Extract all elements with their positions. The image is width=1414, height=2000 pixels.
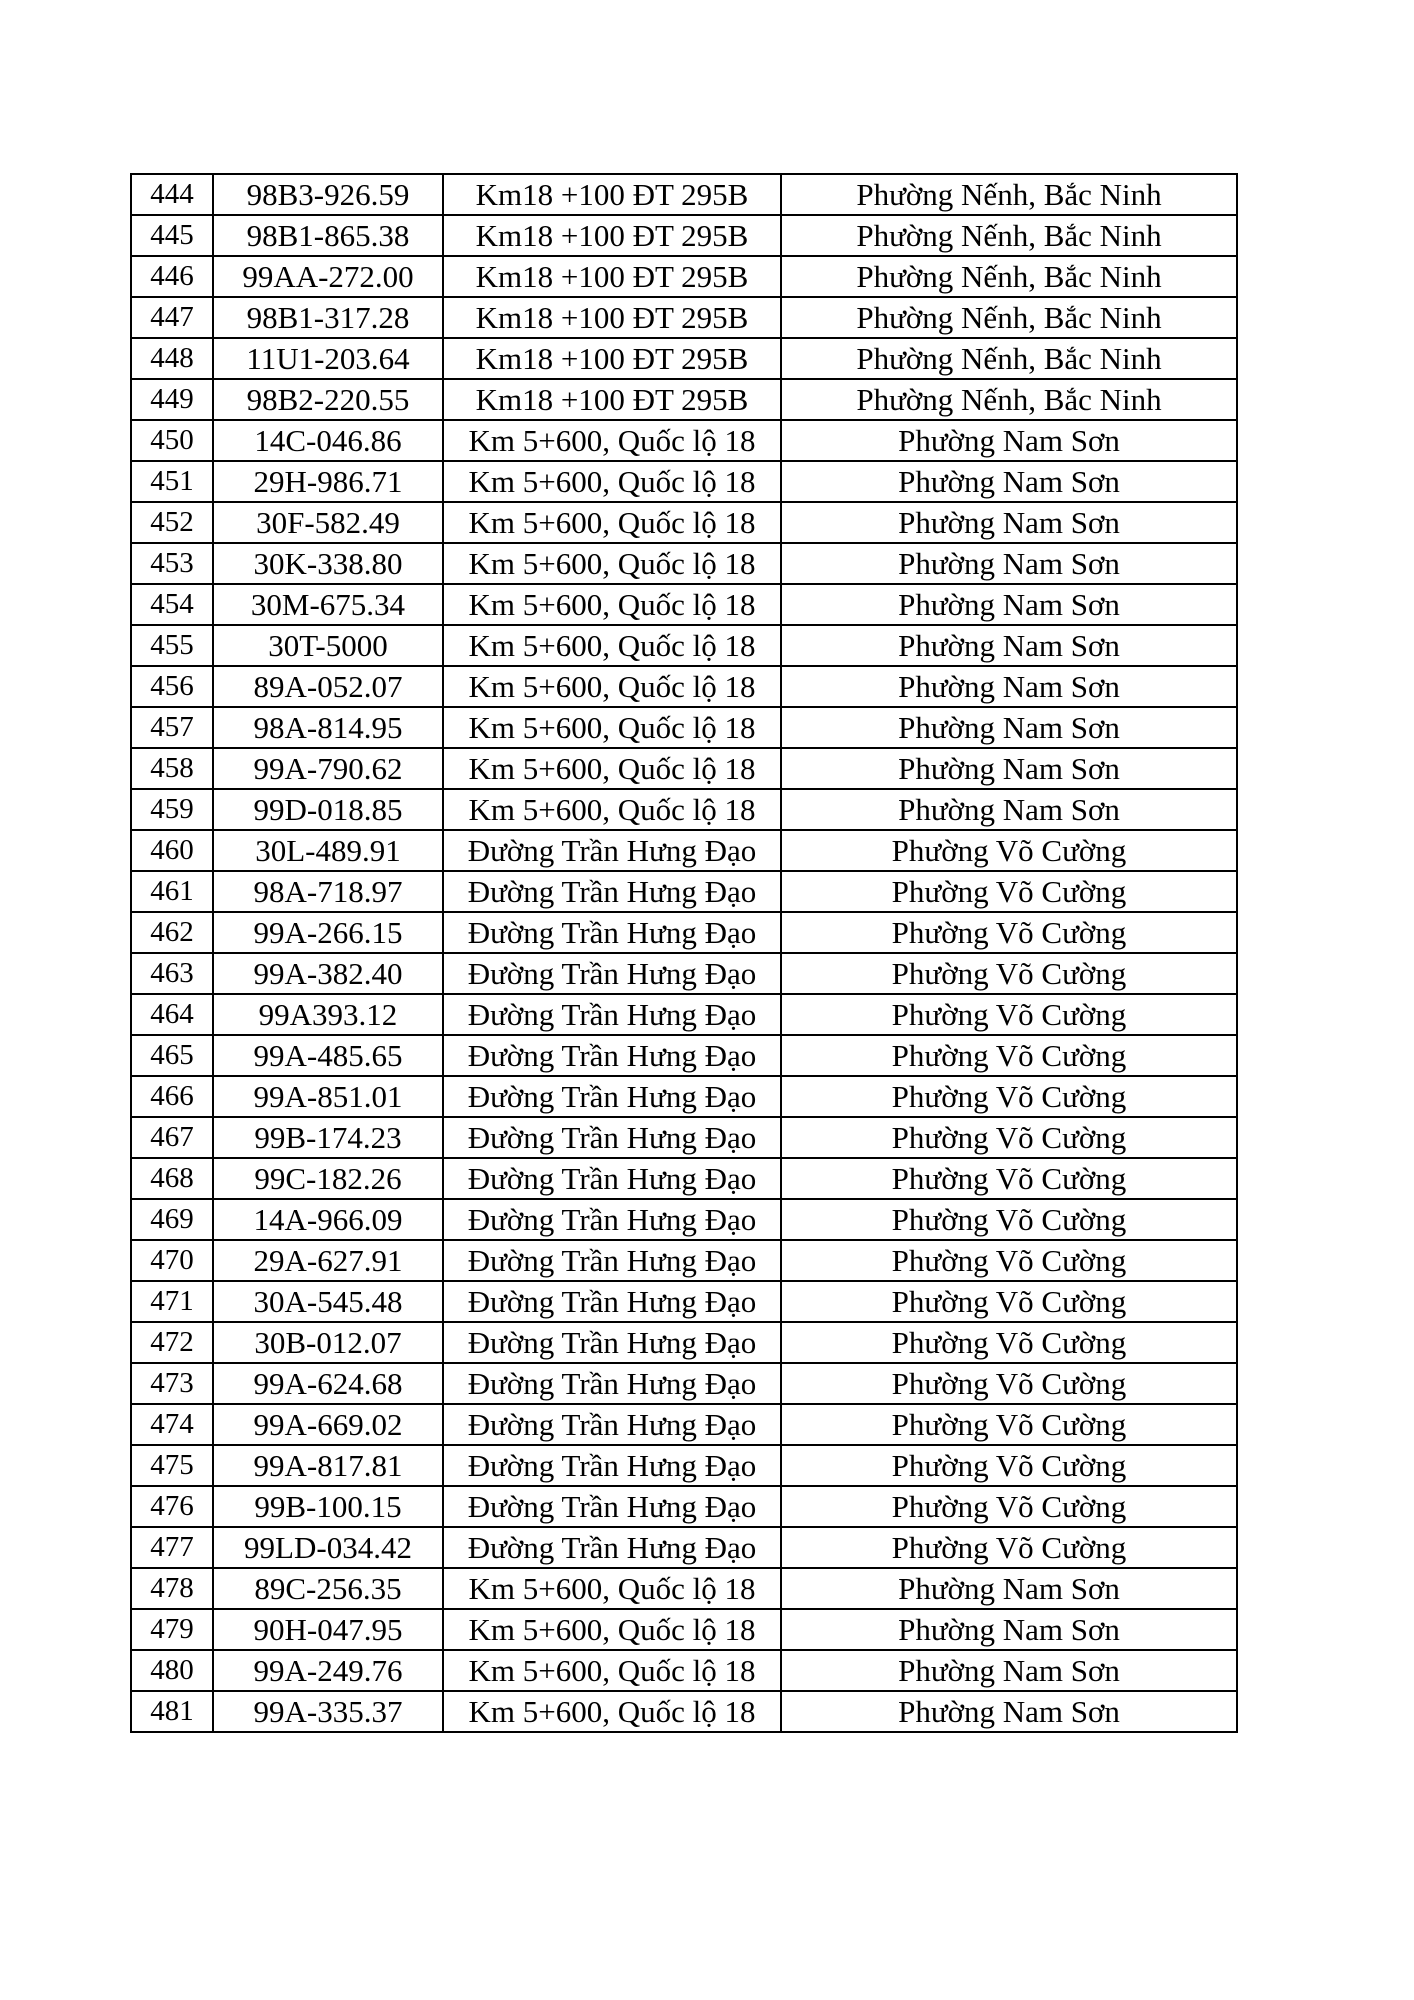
license-plate-cell: 89C-256.35 (213, 1568, 443, 1609)
license-plate-cell: 99A-851.01 (213, 1076, 443, 1117)
table-row (131, 502, 1237, 543)
license-plate-cell: 98B2-220.55 (213, 379, 443, 420)
row-number-cell: 467 (131, 1117, 213, 1158)
license-plate-cell: 30M-675.34 (213, 584, 443, 625)
table-row (131, 707, 1237, 748)
ward-cell: Phường Võ Cường (781, 994, 1237, 1035)
row-number-cell: 469 (131, 1199, 213, 1240)
ward-cell: Phường Võ Cường (781, 1281, 1237, 1322)
table-row (131, 953, 1237, 994)
row-number-cell: 457 (131, 707, 213, 748)
license-plate-cell: 99B-100.15 (213, 1486, 443, 1527)
license-plate-cell: 14A-966.09 (213, 1199, 443, 1240)
license-plate-cell: 98A-718.97 (213, 871, 443, 912)
license-plate-cell: 30T-5000 (213, 625, 443, 666)
license-plate-cell: 99LD-034.42 (213, 1527, 443, 1568)
row-number-cell: 476 (131, 1486, 213, 1527)
row-number-cell: 475 (131, 1445, 213, 1486)
table-row (131, 1568, 1237, 1609)
ward-cell: Phường Nam Sơn (781, 1650, 1237, 1691)
violation-table (130, 173, 1238, 1733)
location-cell: Đường Trần Hưng Đạo (443, 871, 781, 912)
location-cell: Km 5+600, Quốc lộ 18 (443, 625, 781, 666)
license-plate-cell: 89A-052.07 (213, 666, 443, 707)
ward-cell: Phường Nam Sơn (781, 748, 1237, 789)
row-number-cell: 448 (131, 338, 213, 379)
row-number-cell: 449 (131, 379, 213, 420)
location-cell: Km18 +100 ĐT 295B (443, 256, 781, 297)
table-row (131, 420, 1237, 461)
location-cell: Đường Trần Hưng Đạo (443, 1158, 781, 1199)
table-row (131, 625, 1237, 666)
ward-cell: Phường Nam Sơn (781, 789, 1237, 830)
table-row (131, 1486, 1237, 1527)
license-plate-cell: 99AA-272.00 (213, 256, 443, 297)
license-plate-cell: 99A-485.65 (213, 1035, 443, 1076)
row-number-cell: 478 (131, 1568, 213, 1609)
license-plate-cell: 99A-335.37 (213, 1691, 443, 1732)
table-row (131, 1527, 1237, 1568)
ward-cell: Phường Võ Cường (781, 1035, 1237, 1076)
ward-cell: Phường Nam Sơn (781, 1609, 1237, 1650)
row-number-cell: 468 (131, 1158, 213, 1199)
license-plate-cell: 99A-382.40 (213, 953, 443, 994)
table-row (131, 830, 1237, 871)
row-number-cell: 455 (131, 625, 213, 666)
location-cell: Đường Trần Hưng Đạo (443, 953, 781, 994)
row-number-cell: 470 (131, 1240, 213, 1281)
row-number-cell: 450 (131, 420, 213, 461)
row-number-cell: 453 (131, 543, 213, 584)
table-row (131, 994, 1237, 1035)
row-number-cell: 446 (131, 256, 213, 297)
ward-cell: Phường Võ Cường (781, 1117, 1237, 1158)
location-cell: Km 5+600, Quốc lộ 18 (443, 707, 781, 748)
ward-cell: Phường Nếnh, Bắc Ninh (781, 297, 1237, 338)
row-number-cell: 452 (131, 502, 213, 543)
row-number-cell: 447 (131, 297, 213, 338)
location-cell: Km18 +100 ĐT 295B (443, 338, 781, 379)
location-cell: Đường Trần Hưng Đạo (443, 912, 781, 953)
ward-cell: Phường Nam Sơn (781, 1691, 1237, 1732)
location-cell: Km 5+600, Quốc lộ 18 (443, 666, 781, 707)
location-cell: Đường Trần Hưng Đạo (443, 1445, 781, 1486)
ward-cell: Phường Võ Cường (781, 1076, 1237, 1117)
table-row (131, 748, 1237, 789)
table-row (131, 1404, 1237, 1445)
ward-cell: Phường Nam Sơn (781, 707, 1237, 748)
license-plate-cell: 99A-790.62 (213, 748, 443, 789)
license-plate-cell: 98A-814.95 (213, 707, 443, 748)
license-plate-cell: 99A-817.81 (213, 1445, 443, 1486)
table-row (131, 1199, 1237, 1240)
table-row (131, 174, 1237, 215)
row-number-cell: 458 (131, 748, 213, 789)
ward-cell: Phường Nam Sơn (781, 420, 1237, 461)
location-cell: Đường Trần Hưng Đạo (443, 994, 781, 1035)
ward-cell: Phường Nam Sơn (781, 1568, 1237, 1609)
table-row (131, 543, 1237, 584)
ward-cell: Phường Nam Sơn (781, 502, 1237, 543)
table-row (131, 871, 1237, 912)
license-plate-cell: 98B1-865.38 (213, 215, 443, 256)
license-plate-cell: 99A-669.02 (213, 1404, 443, 1445)
row-number-cell: 477 (131, 1527, 213, 1568)
location-cell: Đường Trần Hưng Đạo (443, 1363, 781, 1404)
ward-cell: Phường Võ Cường (781, 1158, 1237, 1199)
location-cell: Đường Trần Hưng Đạo (443, 830, 781, 871)
row-number-cell: 459 (131, 789, 213, 830)
table-row (131, 1650, 1237, 1691)
row-number-cell: 460 (131, 830, 213, 871)
location-cell: Km 5+600, Quốc lộ 18 (443, 1568, 781, 1609)
table-body (131, 174, 1237, 1732)
ward-cell: Phường Nam Sơn (781, 543, 1237, 584)
ward-cell: Phường Nếnh, Bắc Ninh (781, 379, 1237, 420)
ward-cell: Phường Nếnh, Bắc Ninh (781, 338, 1237, 379)
license-plate-cell: 29H-986.71 (213, 461, 443, 502)
license-plate-cell: 30A-545.48 (213, 1281, 443, 1322)
license-plate-cell: 14C-046.86 (213, 420, 443, 461)
row-number-cell: 473 (131, 1363, 213, 1404)
location-cell: Km 5+600, Quốc lộ 18 (443, 789, 781, 830)
license-plate-cell: 99A-266.15 (213, 912, 443, 953)
location-cell: Km18 +100 ĐT 295B (443, 379, 781, 420)
row-number-cell: 472 (131, 1322, 213, 1363)
location-cell: Đường Trần Hưng Đạo (443, 1035, 781, 1076)
row-number-cell: 461 (131, 871, 213, 912)
license-plate-cell: 98B1-317.28 (213, 297, 443, 338)
row-number-cell: 480 (131, 1650, 213, 1691)
row-number-cell: 463 (131, 953, 213, 994)
table-row (131, 1035, 1237, 1076)
row-number-cell: 481 (131, 1691, 213, 1732)
ward-cell: Phường Nếnh, Bắc Ninh (781, 256, 1237, 297)
ward-cell: Phường Võ Cường (781, 871, 1237, 912)
table-row (131, 789, 1237, 830)
license-plate-cell: 30K-338.80 (213, 543, 443, 584)
ward-cell: Phường Nam Sơn (781, 461, 1237, 502)
table-row (131, 379, 1237, 420)
location-cell: Km 5+600, Quốc lộ 18 (443, 543, 781, 584)
license-plate-cell: 99D-018.85 (213, 789, 443, 830)
location-cell: Km 5+600, Quốc lộ 18 (443, 584, 781, 625)
row-number-cell: 466 (131, 1076, 213, 1117)
table-row (131, 1240, 1237, 1281)
location-cell: Đường Trần Hưng Đạo (443, 1322, 781, 1363)
table-row (131, 1158, 1237, 1199)
license-plate-cell: 99A-249.76 (213, 1650, 443, 1691)
ward-cell: Phường Võ Cường (781, 953, 1237, 994)
row-number-cell: 462 (131, 912, 213, 953)
table-row (131, 1076, 1237, 1117)
location-cell: Đường Trần Hưng Đạo (443, 1527, 781, 1568)
ward-cell: Phường Nếnh, Bắc Ninh (781, 174, 1237, 215)
location-cell: Km18 +100 ĐT 295B (443, 174, 781, 215)
row-number-cell: 471 (131, 1281, 213, 1322)
ward-cell: Phường Võ Cường (781, 1527, 1237, 1568)
location-cell: Đường Trần Hưng Đạo (443, 1199, 781, 1240)
license-plate-cell: 99C-182.26 (213, 1158, 443, 1199)
row-number-cell: 454 (131, 584, 213, 625)
location-cell: Km18 +100 ĐT 295B (443, 297, 781, 338)
location-cell: Km 5+600, Quốc lộ 18 (443, 1609, 781, 1650)
table-row (131, 1363, 1237, 1404)
table-row (131, 1322, 1237, 1363)
location-cell: Đường Trần Hưng Đạo (443, 1486, 781, 1527)
location-cell: Km 5+600, Quốc lộ 18 (443, 748, 781, 789)
ward-cell: Phường Võ Cường (781, 1363, 1237, 1404)
table-row (131, 1445, 1237, 1486)
license-plate-cell: 30F-582.49 (213, 502, 443, 543)
table-row (131, 666, 1237, 707)
location-cell: Km 5+600, Quốc lộ 18 (443, 1650, 781, 1691)
location-cell: Km18 +100 ĐT 295B (443, 215, 781, 256)
location-cell: Đường Trần Hưng Đạo (443, 1076, 781, 1117)
ward-cell: Phường Võ Cường (781, 1486, 1237, 1527)
table-row (131, 461, 1237, 502)
table-row (131, 256, 1237, 297)
table-row (131, 1117, 1237, 1158)
row-number-cell: 444 (131, 174, 213, 215)
location-cell: Km 5+600, Quốc lộ 18 (443, 461, 781, 502)
license-plate-cell: 98B3-926.59 (213, 174, 443, 215)
table-row (131, 1609, 1237, 1650)
row-number-cell: 451 (131, 461, 213, 502)
ward-cell: Phường Nam Sơn (781, 625, 1237, 666)
location-cell: Đường Trần Hưng Đạo (443, 1404, 781, 1445)
ward-cell: Phường Nếnh, Bắc Ninh (781, 215, 1237, 256)
ward-cell: Phường Võ Cường (781, 1240, 1237, 1281)
row-number-cell: 479 (131, 1609, 213, 1650)
table-row (131, 584, 1237, 625)
location-cell: Đường Trần Hưng Đạo (443, 1240, 781, 1281)
row-number-cell: 464 (131, 994, 213, 1035)
ward-cell: Phường Võ Cường (781, 1404, 1237, 1445)
table-row (131, 297, 1237, 338)
license-plate-cell: 30L-489.91 (213, 830, 443, 871)
license-plate-cell: 90H-047.95 (213, 1609, 443, 1650)
ward-cell: Phường Võ Cường (781, 1445, 1237, 1486)
location-cell: Km 5+600, Quốc lộ 18 (443, 502, 781, 543)
location-cell: Km 5+600, Quốc lộ 18 (443, 1691, 781, 1732)
license-plate-cell: 30B-012.07 (213, 1322, 443, 1363)
row-number-cell: 445 (131, 215, 213, 256)
ward-cell: Phường Võ Cường (781, 1199, 1237, 1240)
row-number-cell: 474 (131, 1404, 213, 1445)
table-row (131, 1691, 1237, 1732)
table-row (131, 215, 1237, 256)
row-number-cell: 465 (131, 1035, 213, 1076)
ward-cell: Phường Võ Cường (781, 830, 1237, 871)
license-plate-cell: 99A393.12 (213, 994, 443, 1035)
location-cell: Km 5+600, Quốc lộ 18 (443, 420, 781, 461)
ward-cell: Phường Võ Cường (781, 912, 1237, 953)
location-cell: Đường Trần Hưng Đạo (443, 1281, 781, 1322)
row-number-cell: 456 (131, 666, 213, 707)
table-row (131, 1281, 1237, 1322)
license-plate-cell: 29A-627.91 (213, 1240, 443, 1281)
license-plate-cell: 99B-174.23 (213, 1117, 443, 1158)
table-row (131, 912, 1237, 953)
ward-cell: Phường Nam Sơn (781, 584, 1237, 625)
license-plate-cell: 99A-624.68 (213, 1363, 443, 1404)
ward-cell: Phường Nam Sơn (781, 666, 1237, 707)
license-plate-cell: 11U1-203.64 (213, 338, 443, 379)
ward-cell: Phường Võ Cường (781, 1322, 1237, 1363)
location-cell: Đường Trần Hưng Đạo (443, 1117, 781, 1158)
table-row (131, 338, 1237, 379)
